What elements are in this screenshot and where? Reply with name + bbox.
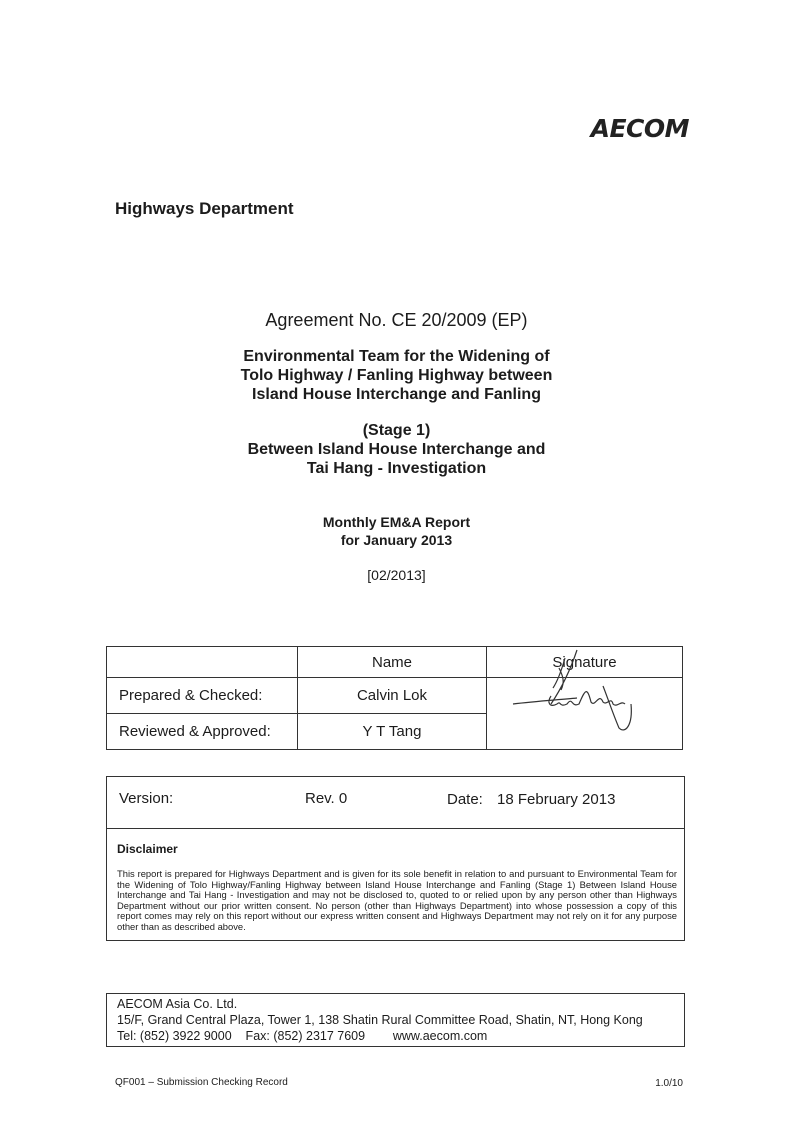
date-label: Date: (447, 791, 483, 808)
name-cell: Y T Tang (298, 714, 487, 750)
report-line: for January 2013 (340, 532, 453, 548)
disclaimer-text: This report is prepared for Highways Department and is given for its sole benefit in relation to and pursuant to Environmental Team for the Widening of Tolo Highway/Fanling Highway between Island House Interchange and Fanling (Stage 1) Between Island House Interchange and Tai Hang - Investigation and may not be disclosed to, quoted to or relied upon by any person other than Highways Department without our prior written consent. No person (other than Highways Department) into whose possession a copy of this report comes may rely on this report without our express written consent and Highways Department may not rely on it for any purpose other than as described above. (117, 868, 677, 932)
version-box (106, 776, 685, 829)
disclaimer-box (106, 828, 685, 941)
version-value: Rev. 0 (305, 790, 348, 807)
agreement-number: Agreement No. CE 20/2009 (EP) (265, 310, 528, 330)
stage-line: (Stage 1) (362, 422, 431, 439)
disclaimer-heading: Disclaimer (117, 842, 178, 856)
stage-title (0, 421, 793, 478)
project-title (0, 347, 793, 404)
report-line: Monthly EM&A Report (322, 514, 471, 530)
version-label: Version: (119, 790, 174, 807)
name-cell: Calvin Lok (298, 678, 487, 714)
table-row (107, 678, 683, 714)
signoff-table (106, 646, 683, 750)
date-value: 18 February 2013 (497, 791, 616, 808)
form-version: 1.0/10 (655, 1078, 683, 1089)
client-name: Highways Department (115, 199, 294, 218)
stage-line: Tai Hang - Investigation (306, 460, 487, 477)
stage-line: Between Island House Interchange and (247, 441, 546, 458)
handwritten-signature (507, 646, 657, 736)
form-reference: QF001 – Submission Checking Record (115, 1077, 288, 1088)
signature-cell (487, 678, 683, 750)
company-address: 15/F, Grand Central Plaza, Tower 1, 138 Shatin Rural Committee Road, Shatin, NT, Hong Kong (117, 1013, 643, 1027)
role-cell: Prepared & Checked: (107, 678, 298, 714)
title-line: Tolo Highway / Fanling Highway between (240, 367, 553, 384)
title-line: Environmental Team for the Widening of (243, 348, 550, 365)
report-title (0, 513, 793, 549)
name-header: Name (298, 647, 487, 678)
role-cell: Reviewed & Approved: (107, 714, 298, 750)
signature-header: Signature (487, 647, 683, 678)
report-reference: [02/2013] (367, 567, 426, 583)
address-box (106, 993, 685, 1047)
title-line: Island House Interchange and Fanling (252, 386, 541, 403)
aecom-logo: AECOM (590, 114, 689, 143)
company-name: AECOM Asia Co. Ltd. (117, 997, 238, 1011)
empty-header-cell (107, 647, 298, 678)
company-contact: Tel: (852) 3922 9000 Fax: (852) 2317 7609 www.aecom.com (117, 1029, 488, 1043)
